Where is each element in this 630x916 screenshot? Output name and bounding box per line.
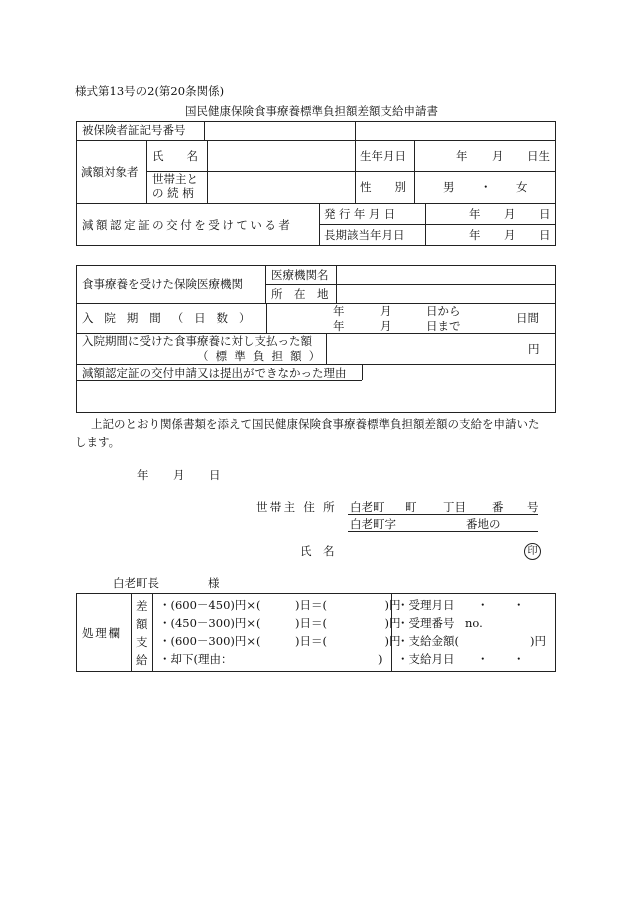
householder-name-label: 氏 名: [300, 544, 335, 558]
address-line-1[interactable]: [348, 514, 538, 515]
rejection-close: ): [378, 652, 383, 666]
sex-separator: ・: [480, 180, 492, 194]
payment-date-dot-2: ・: [513, 652, 525, 666]
name-field[interactable]: [208, 141, 354, 170]
cert-holder-label: 減額認定証の交付を受けている者: [82, 218, 293, 232]
insured-number-field-2[interactable]: [356, 122, 555, 139]
issue-day: 日: [539, 207, 551, 221]
calc-row-1: ・(600－450)円×( )日＝( )円: [159, 598, 401, 612]
stay-from-month: 月: [380, 304, 392, 318]
address-aza: 白老町字: [350, 517, 396, 531]
dob-month: 月: [492, 149, 504, 163]
receipt-date-dot-2: ・: [513, 598, 525, 612]
calc-row-2: ・(450－300)円×( )日＝( )円: [159, 616, 401, 630]
long-term-day: 日: [539, 228, 551, 242]
receipt-number-label: ・受理番号: [397, 616, 455, 630]
relation-field[interactable]: [208, 172, 354, 202]
institution-address-field[interactable]: [337, 285, 555, 302]
stay-period-label: 入院期間（日数）: [82, 311, 262, 325]
side-char-4: 給: [136, 653, 148, 667]
payment-amount-close: )円: [530, 634, 546, 648]
reduction-target-label: 減額対象者: [81, 165, 139, 179]
name-label: 氏 名: [152, 149, 198, 163]
declaration-line-1: 上記のとおり関係書類を添えて国民健康保険食事療養標準負担額差額の支給を申請いた: [91, 417, 540, 431]
payment-date-label: ・支給月日: [397, 652, 455, 666]
institution-address-label: 所 在 地: [271, 287, 329, 301]
sex-female[interactable]: 女: [516, 180, 528, 194]
issue-month: 月: [504, 207, 516, 221]
reason-label: 減額認定証の交付申請又は提出ができなかった理由: [82, 366, 347, 380]
long-term-month: 月: [504, 228, 516, 242]
issue-date-label: 発行年月日: [324, 207, 399, 221]
stay-to-month: 月: [380, 319, 392, 333]
address-go: 号: [527, 500, 539, 514]
sex-label: 性 別: [360, 180, 406, 194]
payment-amount-label: ・支給金額(: [397, 634, 459, 648]
householder-address-label: 世帯主 住 所: [256, 500, 337, 514]
paid-amount-label: 入院期間に受けた食事療養に対し支払った額: [82, 334, 312, 348]
payment-date-dot-1: ・: [477, 652, 489, 666]
addressee-sama: 様: [208, 576, 220, 590]
seal-mark: 印: [524, 543, 541, 560]
address-town: 白老町: [350, 500, 385, 514]
dob-label: 生年月日: [360, 149, 406, 163]
application-year: 年: [137, 468, 149, 482]
sex-male[interactable]: 男: [443, 180, 455, 194]
paid-amount-field[interactable]: [327, 334, 527, 363]
side-char-1: 差: [136, 599, 148, 613]
address-line-2[interactable]: [348, 531, 538, 532]
side-char-3: 支: [136, 635, 148, 649]
receipt-number-no: no.: [465, 616, 483, 630]
institution-name-field[interactable]: [337, 266, 555, 283]
long-term-year: 年: [469, 228, 481, 242]
application-month: 月: [173, 468, 185, 482]
relation-label-2: の 続 柄: [152, 186, 194, 200]
institution-name-label: 医療機関名: [271, 268, 329, 282]
receipt-date-dot-1: ・: [477, 598, 489, 612]
stay-from-year: 年: [333, 304, 345, 318]
insured-number-field[interactable]: [205, 122, 354, 139]
paid-amount-yen: 円: [528, 342, 540, 356]
processing-label: 処理欄: [82, 626, 122, 640]
form-number: 様式第13号の2(第20条関係): [75, 84, 225, 98]
addressee: 白老町長: [113, 576, 159, 590]
insured-number-label: 被保険者証記号番号: [82, 123, 186, 137]
stay-to-label: 日まで: [426, 319, 461, 333]
receipt-date-label: ・受理月日: [397, 598, 455, 612]
issue-year: 年: [469, 207, 481, 221]
dob-day: 日生: [527, 149, 550, 163]
institution-label: 食事療養を受けた保険医療機関: [82, 277, 243, 291]
address-ban: 番: [492, 500, 504, 514]
address-banchi: 番地の: [466, 517, 501, 531]
side-char-2: 額: [136, 617, 148, 631]
dob-year: 年: [456, 149, 468, 163]
calc-row-3: ・(600－300)円×( )日＝( )円: [159, 634, 401, 648]
page-title: 国民健康保険食事療養標準負担額差額支給申請書: [185, 104, 438, 118]
stay-to-year: 年: [333, 319, 345, 333]
paid-amount-sublabel: （標準負担額）: [197, 349, 328, 363]
rejection-row: ・却下(理由：: [159, 652, 233, 666]
stay-from-label: 日から: [426, 304, 461, 318]
address-chome: 丁目: [443, 500, 466, 514]
stay-days-label: 日間: [516, 311, 539, 325]
relation-label-1: 世帯主と: [152, 172, 198, 186]
application-day: 日: [209, 468, 221, 482]
reason-field[interactable]: [77, 381, 555, 412]
address-cho: 町: [405, 500, 417, 514]
declaration-line-2: します。: [75, 435, 121, 449]
long-term-label: 長期該当年月日: [324, 228, 405, 242]
